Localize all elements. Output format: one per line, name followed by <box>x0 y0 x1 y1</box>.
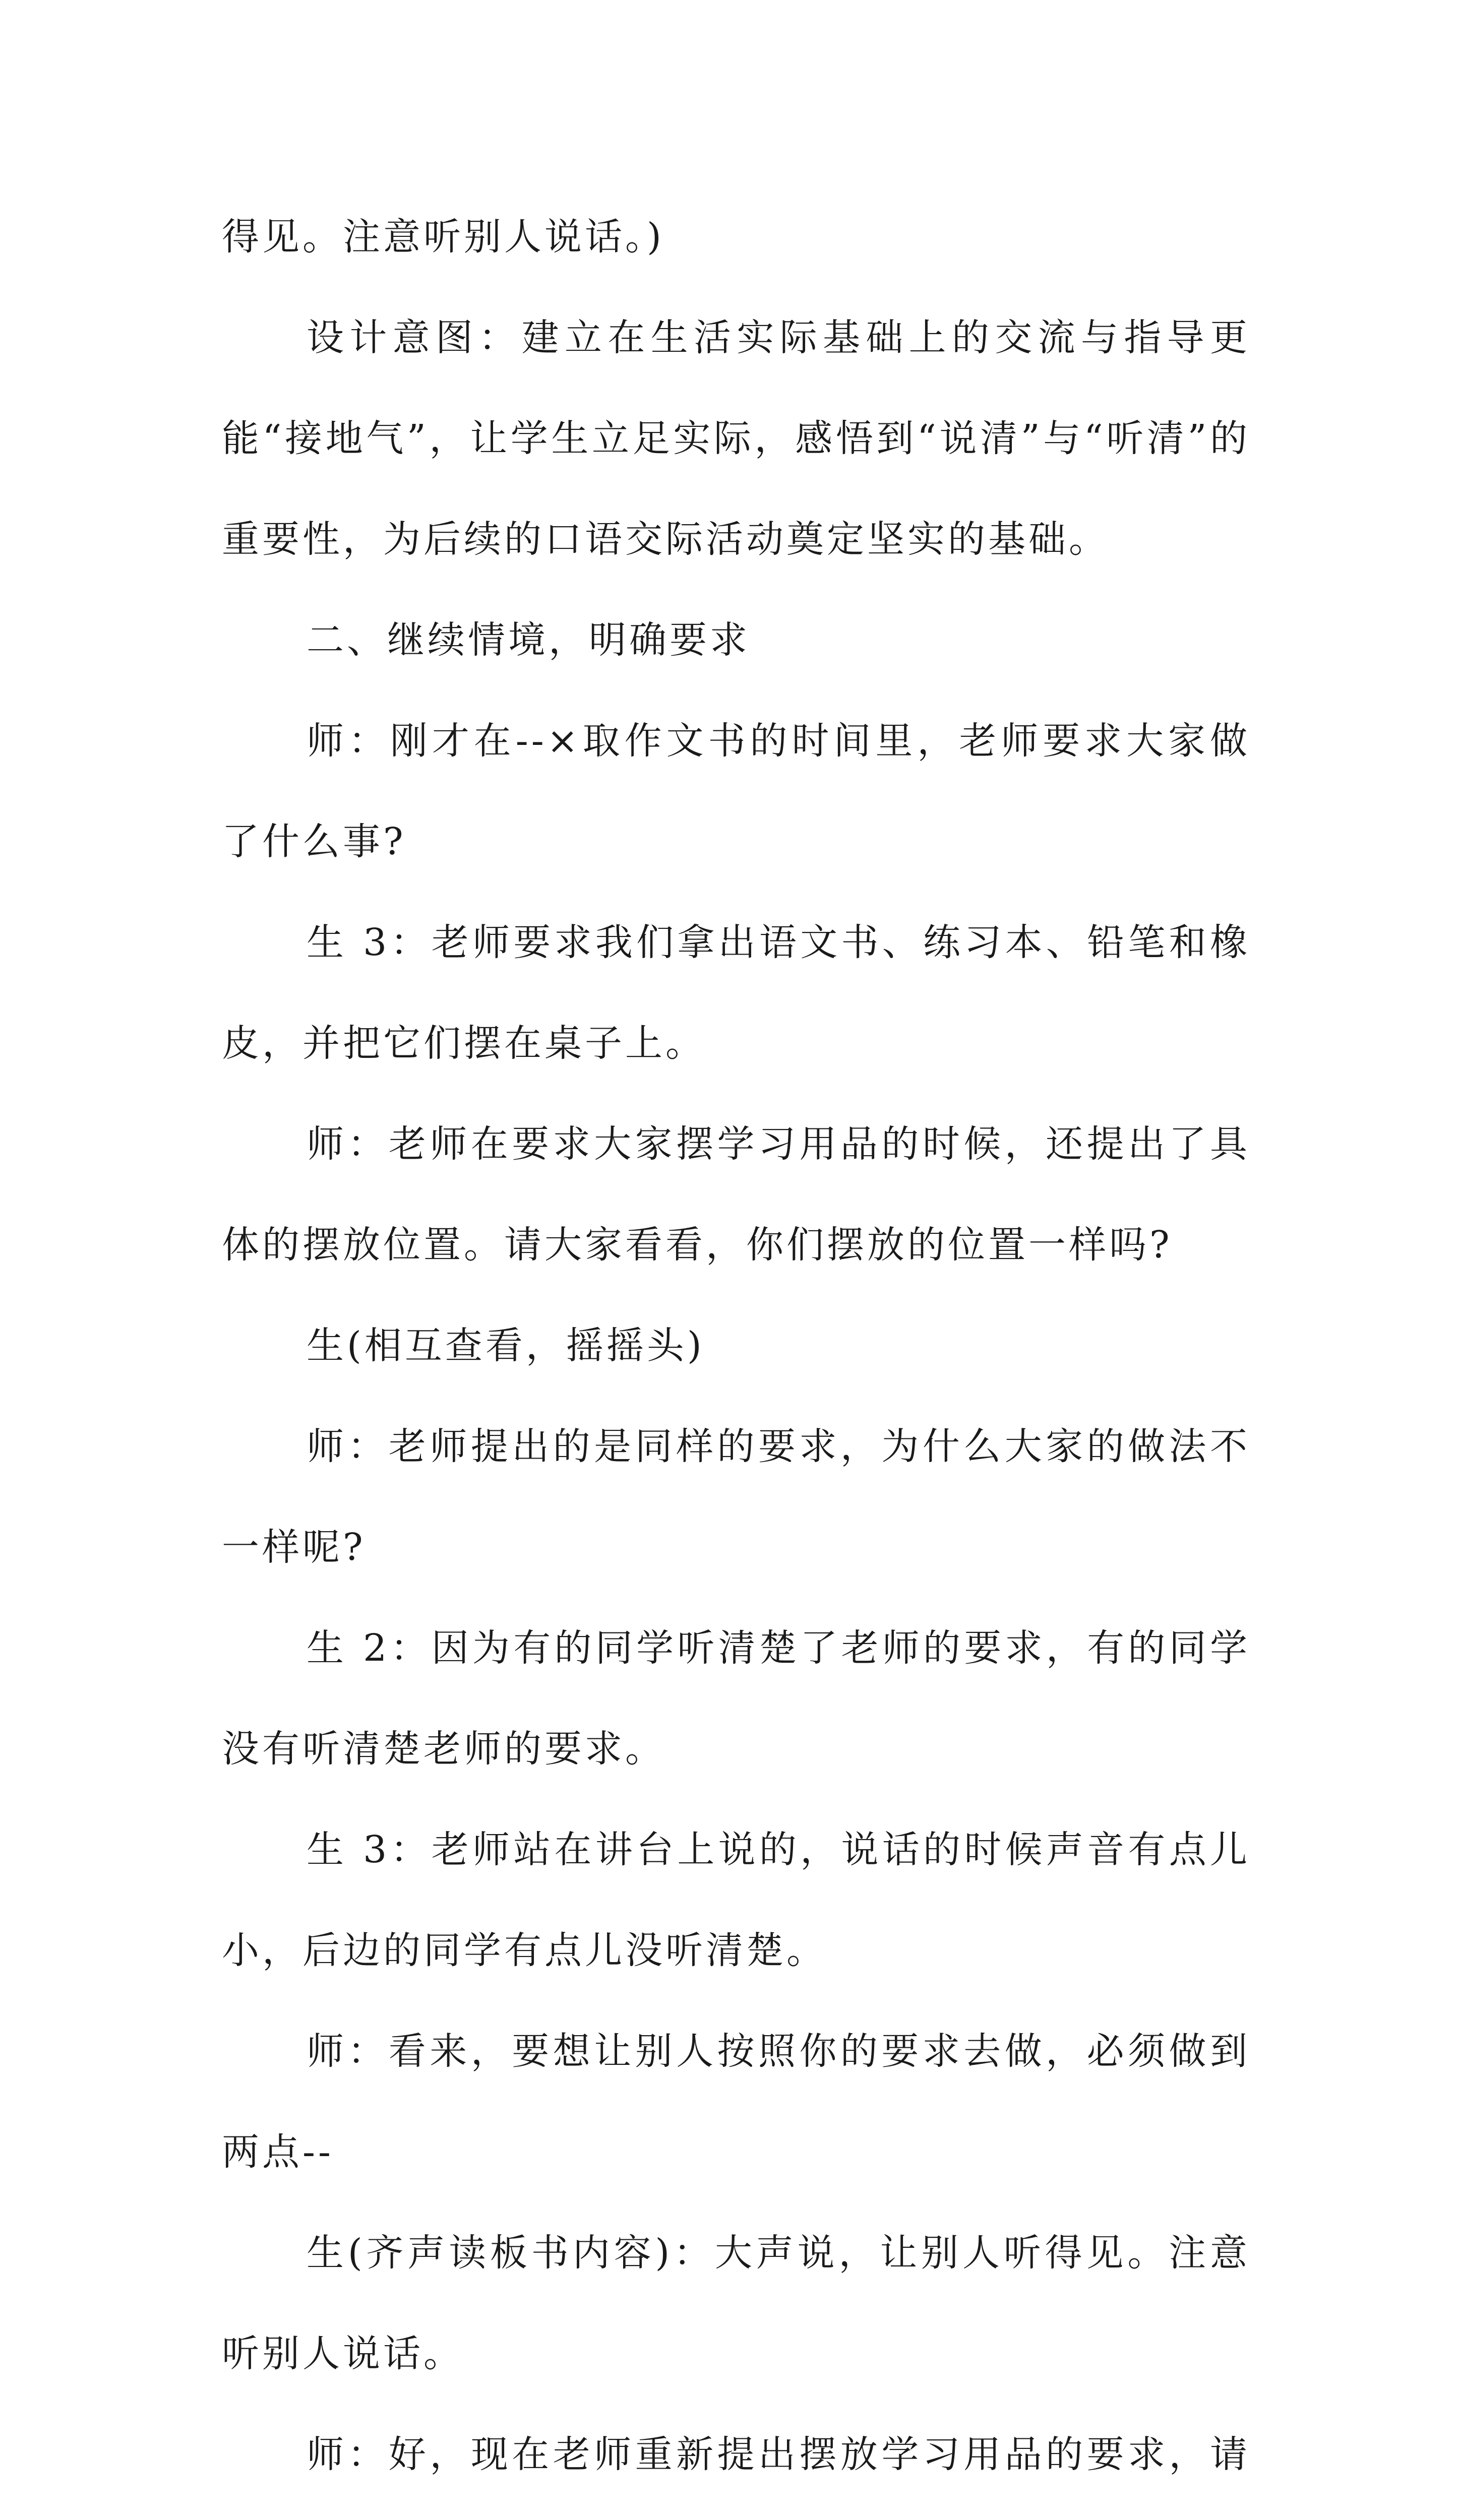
paragraph: 师：好，现在老师重新提出摆放学习用品的要求，请 <box>307 2433 1250 2476</box>
paragraph: 得见。注意听别人说话。) <box>222 215 664 259</box>
paragraph: 生 3：老师站在讲台上说的，说话的时候声音有点儿小，后边的同学有点儿没听清楚。 <box>222 1828 1250 1972</box>
paragraph: 师：老师提出的是同样的要求，为什么大家的做法不一样呢? <box>222 1425 1250 1569</box>
paragraph: 生 2：因为有的同学听清楚了老师的要求，有的同学没有听清楚老师的要求。 <box>222 1626 1250 1771</box>
section-heading: 二、继续情境，明确要求 <box>307 618 750 662</box>
paragraph: 生(齐声读板书内容)：大声说，让别人听得见。注意听别人说话。 <box>222 2231 1250 2375</box>
document-body <box>222 186 1250 2520</box>
paragraph: 生 3：老师要求我们拿出语文书、练习本、铅笔和橡皮，并把它们摆在桌子上。 <box>222 921 1250 1065</box>
paragraph: 生(相互查看，摇摇头) <box>307 1324 705 1367</box>
paragraph: 设计意图：建立在生活实际基础上的交流与指导更能“接地气”，让学生立足实际，感悟到“说清”与“听清”的重要性，为后续的口语交际活动奠定坚实的基础。 <box>222 316 1250 561</box>
paragraph: 师：老师在要求大家摆学习用品的时候，还提出了具体的摆放位置。请大家看看，你们摆放的位置一样吗? <box>222 1122 1250 1267</box>
paragraph: 师：刚才在--×取作文书的时间里，老师要求大家做了什么事? <box>222 719 1250 863</box>
paragraph: 师：看来，要想让别人按照你的要求去做，必须做到两点-- <box>222 2030 1250 2174</box>
